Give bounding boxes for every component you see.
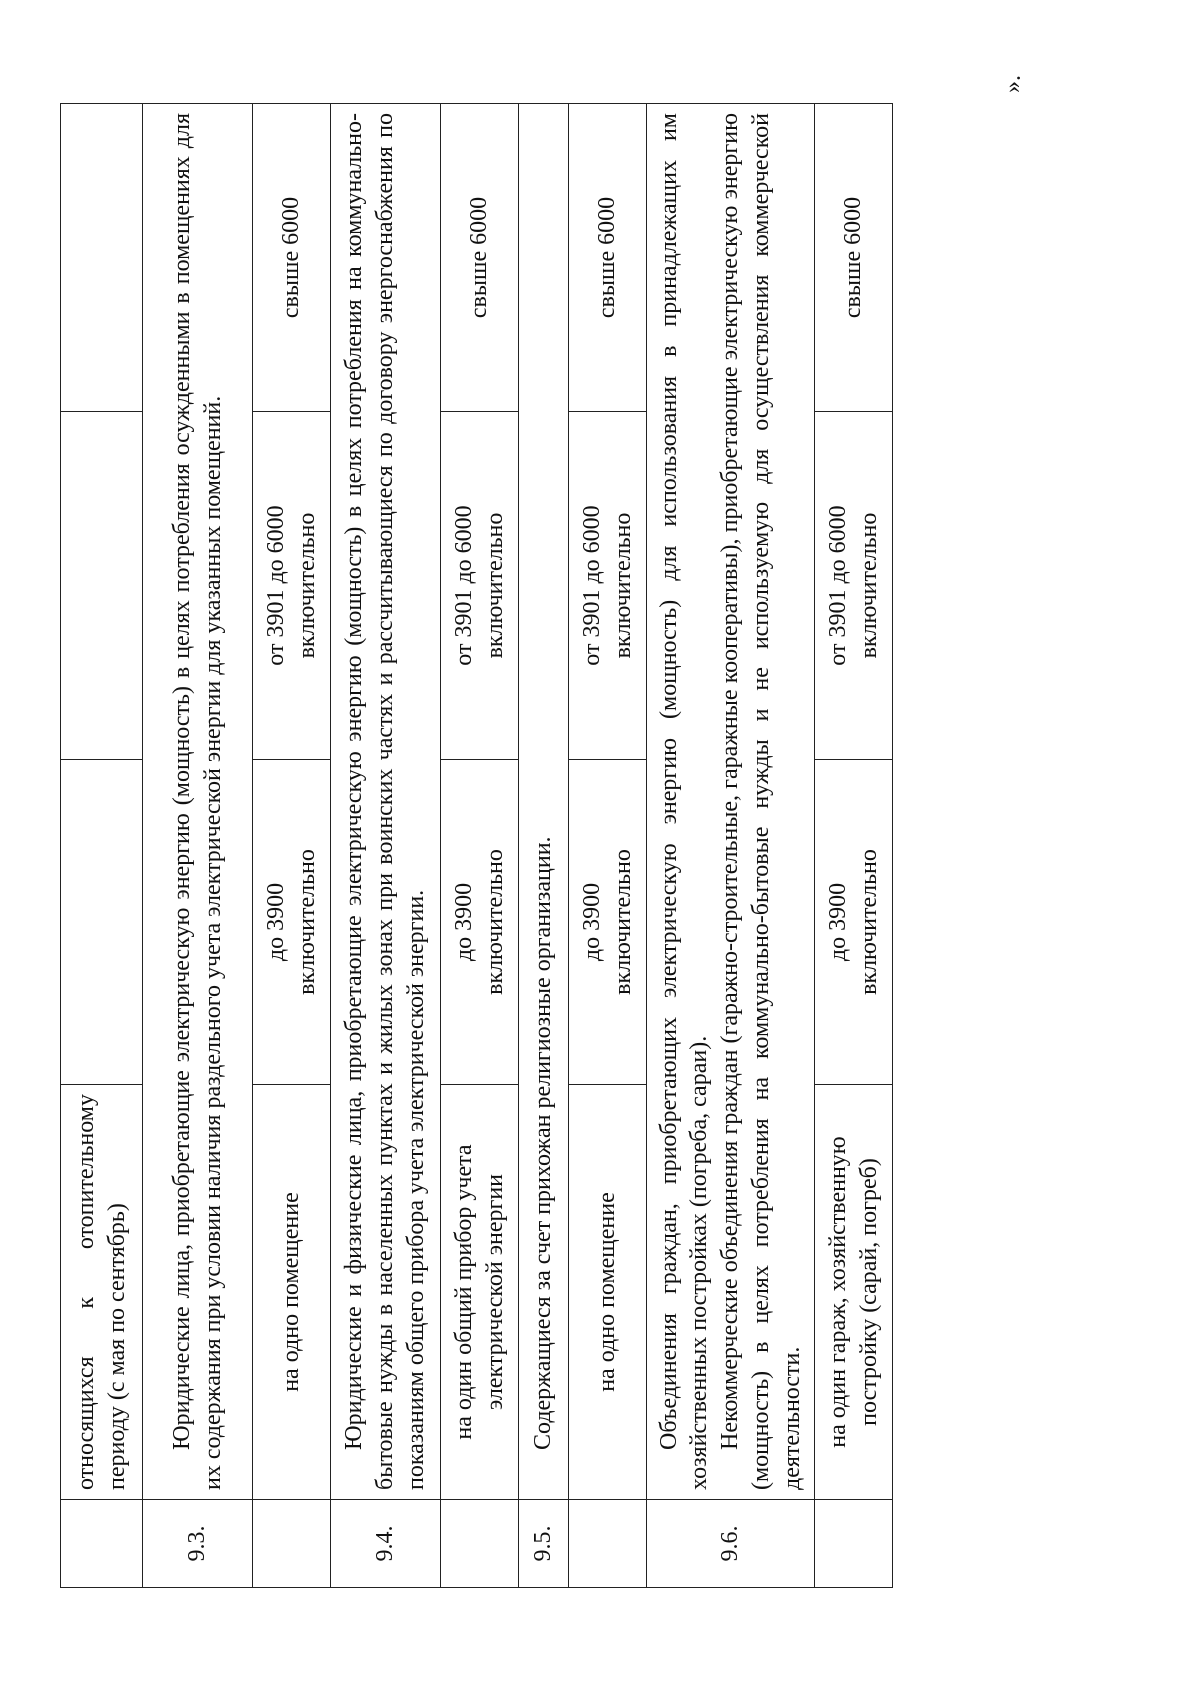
range-cell: [815, 760, 893, 1085]
section-header-row: [519, 104, 569, 1588]
range-cell: [441, 412, 519, 760]
row-label-text: на один гараж, хозяйственную постройку (сарай, погреб): [824, 1136, 882, 1448]
section-number: 9.3.: [143, 1500, 253, 1588]
row-label-text: на одно помещение: [278, 1192, 305, 1392]
range-text: до 3900 включительно: [450, 849, 508, 995]
range-text: от 3901 до 6000 включительно: [824, 505, 882, 666]
num-cell-empty: [441, 1500, 519, 1588]
range-cell: [253, 104, 331, 412]
section-number: 9.5.: [519, 1500, 569, 1588]
range-cell: [253, 760, 331, 1085]
table-row: [441, 104, 519, 1588]
num-cell-empty: [61, 1500, 143, 1588]
num-cell-empty: [569, 1500, 647, 1588]
range-cell: [569, 760, 647, 1085]
table-row: [61, 104, 143, 1588]
section-title: Объединения граждан, приобретающих электрическую энергию (мощность) для использования в принадлежащих им хозяйственных постройках (погреба, сараи).: [655, 113, 713, 1490]
range-cell: [815, 104, 893, 412]
table-row: [253, 104, 331, 1588]
range-cell: [815, 412, 893, 760]
section-title-block: [647, 104, 815, 1500]
section-title: Юридические лица, приобретающие электрическую энергию (мощность) в целях потребления осужденными в помещениях для их содержания при условии наличия раздельного учета электрической энергии для указанных помещений.: [143, 104, 253, 1500]
row-label-text: на одно помещение: [594, 1192, 621, 1392]
range-text: свыше 6000: [466, 196, 493, 319]
row-label-text: на один общий прибор учета электрической энергии: [450, 1144, 508, 1440]
range-text: свыше 6000: [594, 196, 621, 319]
section-number: 9.6.: [647, 1500, 815, 1588]
range-cell: [441, 104, 519, 412]
range-text: от 3901 до 6000 включительно: [450, 505, 508, 666]
range-text: до 3900 включительно: [824, 849, 882, 995]
range-text: до 3900 включительно: [262, 849, 320, 995]
section-number: 9.4.: [331, 1500, 441, 1588]
range-cell: [569, 412, 647, 760]
continuation-text: относящихся к отопительному периоду (с мая по сентябрь): [61, 1085, 143, 1500]
row-label: [441, 1085, 519, 1500]
range-text: свыше 6000: [840, 196, 867, 319]
num-cell-empty: [253, 1500, 331, 1588]
section-title: Юридические и физические лица, приобретающие электрическую энергию (мощность) в целях потребления на коммунально-бытовые нужды в населенных пунктах и жилых зонах при воинских частях и рассчитывающиеся по договору энергоснабжения по показаниям общего прибора учета электрической энергии.: [331, 104, 441, 1500]
empty-cell: [61, 412, 143, 760]
row-label: [815, 1085, 893, 1500]
table-row: [815, 104, 893, 1588]
section-title: Содержащиеся за счет прихожан религиозные организации.: [519, 104, 569, 1500]
section-title-second: Некоммерческие объединения граждан (гаражно-строительные, гаражные кооперативы), приобретающие электрическую энергию (мощность) в целях потребления на коммунально-бытовые нужды и не используемую для осуществления коммерческой деятельности.: [717, 113, 805, 1490]
section-header-row: [143, 104, 253, 1588]
section-header-row: [331, 104, 441, 1588]
range-cell: [569, 104, 647, 412]
range-text: от 3901 до 6000 включительно: [578, 505, 636, 666]
range-cell: [441, 760, 519, 1085]
row-label: [253, 1085, 331, 1500]
range-text: свыше 6000: [278, 196, 305, 319]
range-text: до 3900 включительно: [578, 849, 636, 995]
num-cell-empty: [815, 1500, 893, 1588]
table-row: [569, 104, 647, 1588]
range-text: от 3901 до 6000 включительно: [262, 505, 320, 666]
section-header-row: [647, 104, 815, 1588]
range-cell: [253, 412, 331, 760]
tariff-table: [60, 103, 893, 1588]
empty-cell: [61, 760, 143, 1085]
closing-quote-mark: ».: [1000, 75, 1026, 93]
row-label: [569, 1085, 647, 1500]
empty-cell: [61, 104, 143, 412]
